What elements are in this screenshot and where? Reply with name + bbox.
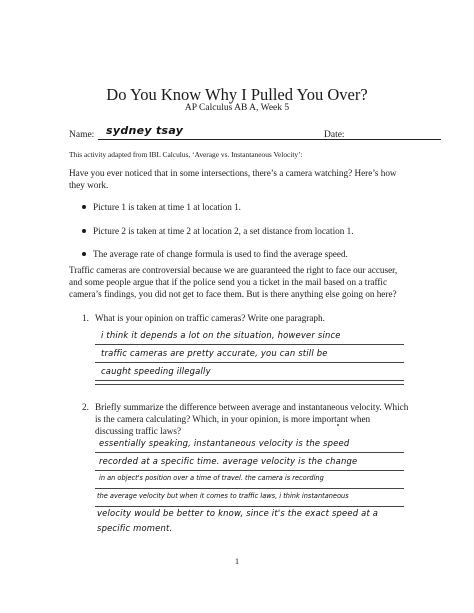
answer-line[interactable]	[95, 384, 404, 385]
handwritten-answer-line: specific moment.	[97, 523, 173, 533]
handwritten-answer-line: i think it depends a lot on the situation, however since	[101, 330, 341, 340]
date-label: Date:	[324, 130, 345, 140]
date-field-line[interactable]	[351, 139, 441, 140]
answer-line[interactable]	[95, 344, 404, 345]
name-field-line[interactable]	[98, 139, 354, 140]
stray-mark	[337, 424, 339, 426]
source-note: This activity adapted from IBL Calculus, ‘Average vs. Instantaneous Velocity’:	[69, 150, 303, 159]
page-title: Do You Know Why I Pulled You Over?	[106, 85, 368, 104]
handwritten-answer-line: velocity would be better to know, since it's the exact speed at a	[97, 508, 379, 518]
bullet-text: Picture 1 is taken at time 1 at location 1.	[93, 202, 241, 212]
handwritten-answer-line: the average velocity but when it comes to traffic laws, i think instantaneous	[97, 492, 349, 500]
bullet-list	[82, 201, 412, 272]
answer-line[interactable]	[95, 380, 404, 381]
question-number: 1.	[82, 313, 89, 323]
handwritten-answer-line: essentially speaking, instantaneous velocity is the speed	[99, 438, 350, 448]
question-text: Briefly summarize the difference between average and instantaneous velocity. Which is the camera calculating? Which, in your opinion, is more important when discussing traffic laws?	[95, 402, 409, 436]
answer-line[interactable]	[95, 506, 404, 507]
answer-line[interactable]	[95, 488, 404, 489]
page-subtitle: AP Calculus AB A, Week 5	[184, 103, 290, 113]
controversy-paragraph: Traffic cameras are controversial because we are guaranteed the right to face our accuser, and some people argue that if the police send you a ticket in the mail based on a traffic camera’s findings, you did not get to face them. But is there anything else going on here?	[69, 265, 398, 299]
handwritten-answer-line: caught speeding illegally	[101, 366, 211, 376]
answer-line[interactable]	[95, 470, 404, 471]
list-item	[82, 201, 412, 213]
answer-line[interactable]	[95, 452, 404, 453]
bullet-text: Picture 2 is taken at time 2 at location 2, a set distance from location 1.	[93, 225, 354, 236]
name-date-row	[69, 126, 409, 142]
bullet-text: The average rate of change formula is used to find the average speed.	[93, 249, 348, 259]
list-item	[82, 248, 412, 260]
question-text: What is your opinion on traffic cameras? Write one paragraph.	[95, 313, 325, 323]
list-item	[82, 225, 412, 237]
bullet-dot-icon	[82, 229, 86, 233]
question-number: 2.	[82, 402, 89, 412]
page-number: 1	[234, 556, 240, 566]
bullet-dot-icon	[82, 205, 86, 209]
name-label: Name:	[69, 130, 95, 140]
bullet-dot-icon	[82, 252, 86, 256]
handwritten-answer-line: traffic cameras are pretty accurate, you can still be	[101, 348, 328, 358]
name-value: sydney tsay	[106, 124, 184, 137]
intro-paragraph: Have you ever noticed that in some intersections, there’s a camera watching? Here’s how they work.	[69, 168, 397, 190]
handwritten-answer-line: in an object's position over a time of travel. the camera is recording	[99, 474, 324, 482]
answer-line[interactable]	[95, 362, 404, 363]
handwritten-answer-line: recorded at a specific time. average velocity is the change	[99, 456, 358, 466]
